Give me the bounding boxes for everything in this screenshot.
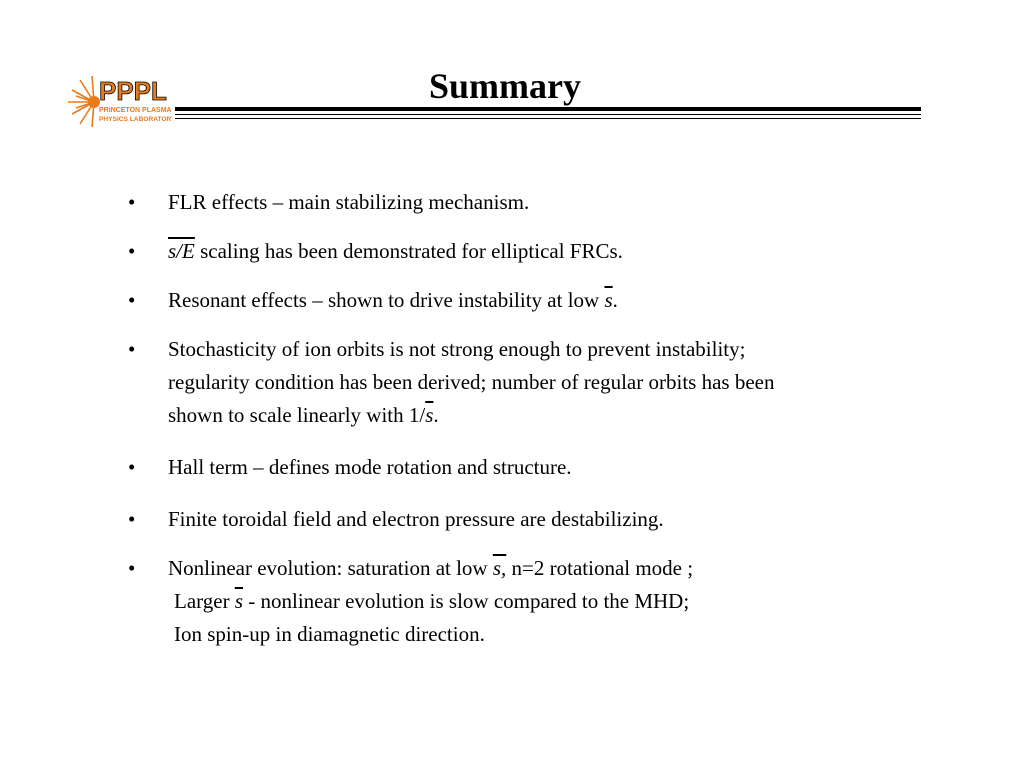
- bullet-toroidal: [128, 503, 948, 536]
- title-rule-thin-lower: [175, 118, 921, 119]
- bullet-line: regularity condition has been derived; number of regular orbits has been: [168, 370, 775, 394]
- title-rule-thick: [175, 107, 921, 111]
- bullet-dot: •: [128, 288, 136, 312]
- bullet-nonlinear: [128, 552, 948, 651]
- bullet-resonant: [128, 284, 948, 317]
- bullet-dot: •: [128, 190, 136, 214]
- s-bar-symbol: s,: [492, 556, 507, 580]
- bullet-dot: •: [128, 455, 136, 479]
- title-rule-thin: [175, 114, 921, 115]
- bullet-line: Stochasticity of ion orbits is not strong enough to prevent instability;: [168, 337, 746, 361]
- s-over-e-symbol: s/E: [168, 239, 195, 263]
- slide-title: Summary: [429, 66, 581, 106]
- s-bar-symbol: $\overline{s}$: [234, 589, 244, 613]
- bullet-scaling: [128, 235, 948, 268]
- svg-text:PRINCETON PLASMA: PRINCETON PLASMA: [99, 107, 172, 114]
- bullet-dot: •: [128, 507, 136, 531]
- bullet-line: Larger: [174, 589, 235, 613]
- pppl-sunburst-icon: [66, 72, 172, 128]
- bullet-text: Resonant effects – shown to drive instability at low: [168, 288, 605, 312]
- bullet-line: shown to scale linearly with 1/: [168, 403, 426, 427]
- bullet-text: Hall term – defines mode rotation and structure.: [168, 455, 572, 479]
- bullet-text: scaling has been demonstrated for elliptical FRCs.: [194, 239, 623, 263]
- bullet-text: FLR effects – main stabilizing mechanism.: [168, 190, 530, 214]
- bullet-hall: [128, 451, 948, 484]
- pppl-logo: [66, 72, 172, 128]
- bullet-text-end: .: [433, 403, 439, 427]
- bullet-text-end: .: [612, 288, 618, 312]
- bullet-text: Finite toroidal field and electron pressure are destabilizing.: [168, 507, 664, 531]
- bullet-text: Nonlinear evolution: saturation at low: [168, 556, 493, 580]
- bullet-dot: •: [128, 239, 136, 263]
- s-bar-symbol: $\overline{s}$: [425, 403, 434, 427]
- bullet-stochasticity: [128, 333, 948, 432]
- bullet-line-end: - nonlinear evolution is slow compared to the MHD;: [243, 589, 690, 613]
- summary-bullet-list: [128, 186, 948, 651]
- svg-text:PPPL: PPPL: [99, 76, 167, 106]
- svg-text:PHYSICS LABORATORY: PHYSICS LABORATORY: [99, 116, 172, 123]
- bullet-dot: •: [128, 337, 136, 361]
- s-bar-symbol: $\overline{s}$: [604, 288, 613, 312]
- bullet-text-end: n=2 rotational mode ;: [506, 556, 694, 580]
- bullet-flr: [128, 186, 948, 219]
- bullet-line: Ion spin-up in diamagnetic direction.: [174, 622, 485, 646]
- bullet-dot: •: [128, 556, 136, 580]
